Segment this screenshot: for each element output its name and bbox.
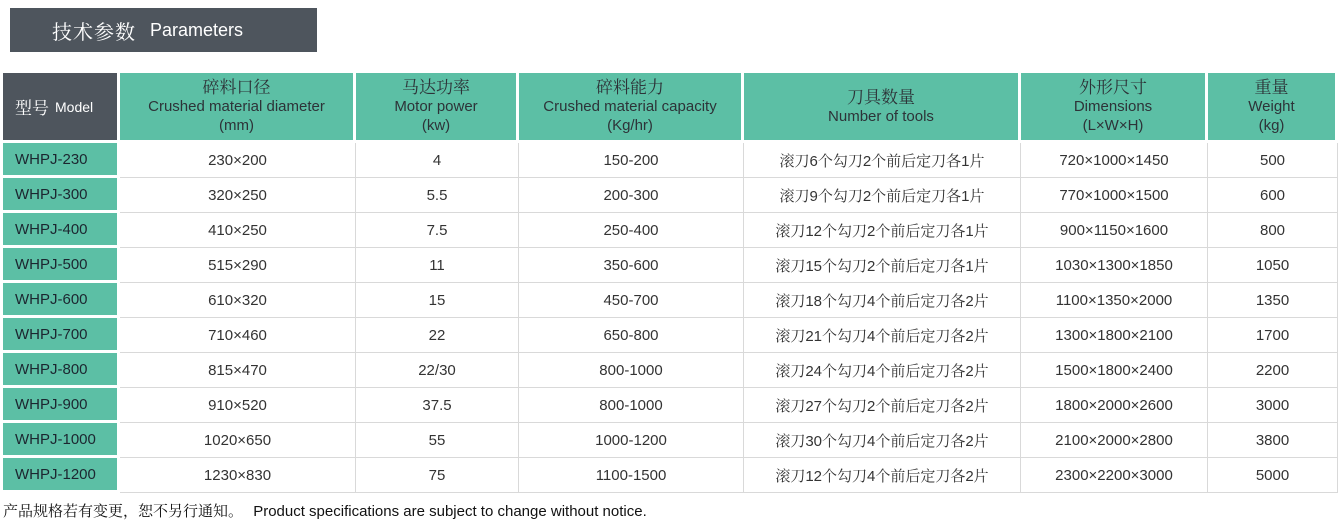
row-diameter-cell: 910×520	[120, 388, 356, 423]
row-diameter-cell: 1020×650	[120, 423, 356, 458]
row-weight-cell: 1350	[1208, 283, 1338, 318]
header-model-zh: 型号	[15, 99, 49, 118]
row-motor-cell: 11	[356, 248, 519, 283]
row-tools-cell: 滚刀18个勾刀4个前后定刀各2片	[744, 283, 1021, 318]
parameters-table	[3, 73, 1338, 493]
header-capacity-en: Crushed material capacity	[543, 98, 717, 116]
row-capacity-cell: 450-700	[519, 283, 744, 318]
section-title-zh: 技术参数	[52, 21, 136, 44]
header-capacity	[519, 73, 744, 143]
row-weight-cell: 1700	[1208, 318, 1338, 353]
row-tools-cell: 滚刀6个勾刀2个前后定刀各1片	[744, 143, 1021, 178]
row-motor-cell: 22/30	[356, 353, 519, 388]
row-diameter-cell: 515×290	[120, 248, 356, 283]
row-diameter-cell: 610×320	[120, 283, 356, 318]
header-capacity-zh: 碎料能力	[596, 78, 664, 98]
header-dimensions-unit: (L×W×H)	[1082, 117, 1144, 135]
row-capacity-cell: 200-300	[519, 178, 744, 213]
row-model-cell: WHPJ-600	[3, 283, 120, 318]
row-motor-cell: 75	[356, 458, 519, 493]
row-dimensions-cell: 900×1150×1600	[1021, 213, 1208, 248]
header-weight-zh: 重量	[1254, 78, 1289, 98]
row-model-cell: WHPJ-300	[3, 178, 120, 213]
row-weight-cell: 800	[1208, 213, 1338, 248]
row-diameter-cell: 320×250	[120, 178, 356, 213]
row-diameter-cell: 1230×830	[120, 458, 356, 493]
row-weight-cell: 2200	[1208, 353, 1338, 388]
row-capacity-cell: 150-200	[519, 143, 744, 178]
row-weight-cell: 3800	[1208, 423, 1338, 458]
row-motor-cell: 22	[356, 318, 519, 353]
header-motor-unit: (kw)	[421, 117, 451, 135]
row-weight-cell: 600	[1208, 178, 1338, 213]
row-tools-cell: 滚刀24个勾刀4个前后定刀各2片	[744, 353, 1021, 388]
row-diameter-cell: 815×470	[120, 353, 356, 388]
row-capacity-cell: 650-800	[519, 318, 744, 353]
header-tools-zh: 刀具数量	[847, 87, 915, 107]
row-motor-cell: 37.5	[356, 388, 519, 423]
row-dimensions-cell: 1100×1350×2000	[1021, 283, 1208, 318]
row-tools-cell: 滚刀12个勾刀2个前后定刀各1片	[744, 213, 1021, 248]
header-dimensions-en: Dimensions	[1073, 98, 1153, 116]
section-title	[10, 8, 317, 52]
row-diameter-cell: 410×250	[120, 213, 356, 248]
row-tools-cell: 滚刀12个勾刀4个前后定刀各2片	[744, 458, 1021, 493]
header-motor-zh: 马达功率	[402, 78, 470, 98]
row-tools-cell: 滚刀27个勾刀2个前后定刀各2片	[744, 388, 1021, 423]
row-dimensions-cell: 2100×2000×2800	[1021, 423, 1208, 458]
header-motor	[356, 73, 519, 143]
row-model-cell: WHPJ-800	[3, 353, 120, 388]
header-tools-en: Number of tools	[828, 107, 934, 125]
header-weight-en: Weight	[1248, 98, 1295, 116]
row-dimensions-cell: 2300×2200×3000	[1021, 458, 1208, 493]
header-dimensions	[1021, 73, 1208, 143]
row-model-cell: WHPJ-1200	[3, 458, 120, 493]
row-capacity-cell: 250-400	[519, 213, 744, 248]
row-dimensions-cell: 720×1000×1450	[1021, 143, 1208, 178]
section-title-en: Parameters	[150, 19, 244, 40]
row-model-cell: WHPJ-700	[3, 318, 120, 353]
header-diameter-unit: (mm)	[219, 117, 254, 135]
row-weight-cell: 3000	[1208, 388, 1338, 423]
row-motor-cell: 55	[356, 423, 519, 458]
row-dimensions-cell: 1300×1800×2100	[1021, 318, 1208, 353]
row-capacity-cell: 800-1000	[519, 388, 744, 423]
header-model	[3, 73, 120, 143]
header-weight	[1208, 73, 1338, 143]
header-diameter-en: Crushed material diameter	[148, 98, 325, 116]
row-dimensions-cell: 770×1000×1500	[1021, 178, 1208, 213]
row-tools-cell: 滚刀9个勾刀2个前后定刀各1片	[744, 178, 1021, 213]
row-motor-cell: 7.5	[356, 213, 519, 248]
row-capacity-cell: 1000-1200	[519, 423, 744, 458]
row-model-cell: WHPJ-900	[3, 388, 120, 423]
row-tools-cell: 滚刀30个勾刀4个前后定刀各2片	[744, 423, 1021, 458]
row-model-cell: WHPJ-1000	[3, 423, 120, 458]
header-tools	[744, 73, 1021, 143]
footnote	[3, 500, 1341, 521]
row-dimensions-cell: 1030×1300×1850	[1021, 248, 1208, 283]
footnote-zh: 产品规格若有变更，恕不另行通知。	[3, 503, 244, 520]
row-weight-cell: 500	[1208, 143, 1338, 178]
header-diameter-zh: 碎料口径	[202, 78, 271, 98]
row-weight-cell: 5000	[1208, 458, 1338, 493]
row-motor-cell: 5.5	[356, 178, 519, 213]
row-weight-cell: 1050	[1208, 248, 1338, 283]
footnote-en: Product specifications are subject to change without notice.	[253, 503, 647, 520]
header-diameter	[120, 73, 356, 143]
row-motor-cell: 4	[356, 143, 519, 178]
row-capacity-cell: 1100-1500	[519, 458, 744, 493]
row-diameter-cell: 710×460	[120, 318, 356, 353]
row-capacity-cell: 800-1000	[519, 353, 744, 388]
row-dimensions-cell: 1800×2000×2600	[1021, 388, 1208, 423]
row-dimensions-cell: 1500×1800×2400	[1021, 353, 1208, 388]
row-motor-cell: 15	[356, 283, 519, 318]
header-weight-unit: (kg)	[1258, 117, 1285, 135]
row-tools-cell: 滚刀15个勾刀2个前后定刀各1片	[744, 248, 1021, 283]
row-capacity-cell: 350-600	[519, 248, 744, 283]
row-tools-cell: 滚刀21个勾刀4个前后定刀各2片	[744, 318, 1021, 353]
header-capacity-unit: (Kg/hr)	[607, 117, 653, 135]
header-model-en: Model	[55, 98, 94, 115]
row-model-cell: WHPJ-230	[3, 143, 120, 178]
row-model-cell: WHPJ-400	[3, 213, 120, 248]
row-model-cell: WHPJ-500	[3, 248, 120, 283]
header-motor-en: Motor power	[394, 98, 478, 116]
header-dimensions-zh: 外形尺寸	[1079, 78, 1147, 98]
row-diameter-cell: 230×200	[120, 143, 356, 178]
